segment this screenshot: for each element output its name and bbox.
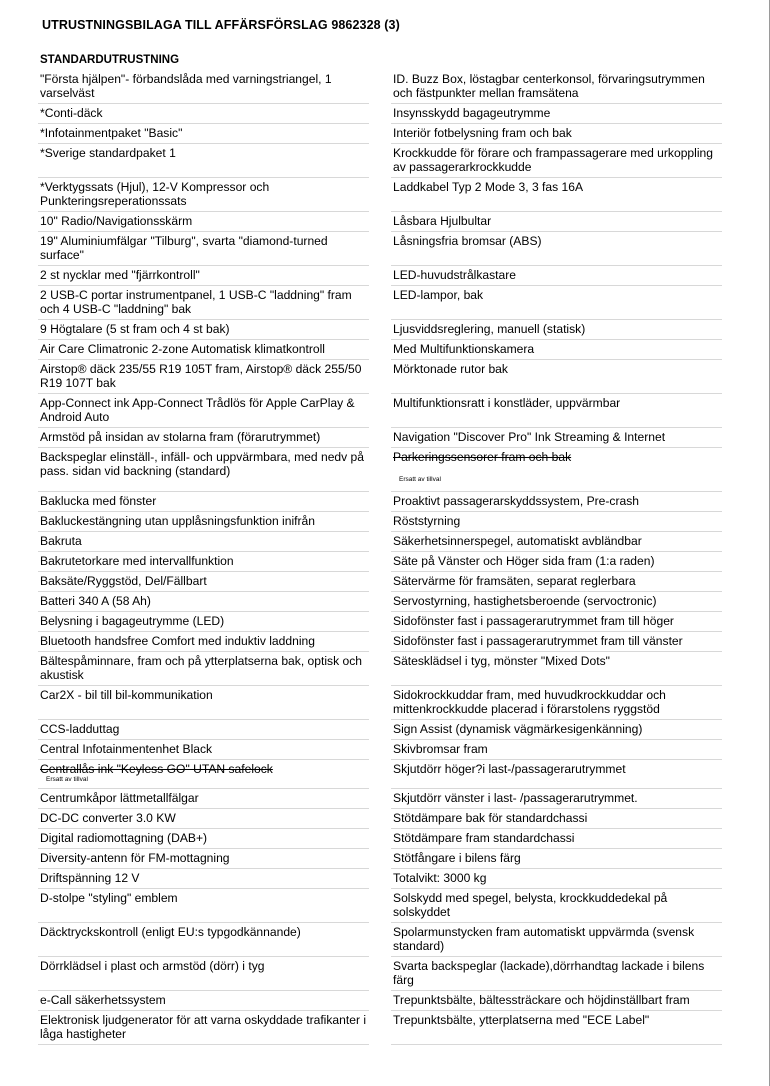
equipment-text: Digital radiomottagning (DAB+) <box>40 831 208 845</box>
equipment-text: Låsbara Hjulbultar <box>393 214 492 228</box>
equipment-row <box>391 552 722 572</box>
equipment-text: "Första hjälpen"- förbandslåda med varningstriangel, 1 varselväst <box>40 72 332 100</box>
equipment-row <box>391 612 722 632</box>
equipment-row <box>38 923 369 957</box>
equipment-row <box>38 428 369 448</box>
equipment-row <box>38 957 369 991</box>
equipment-text: Låsningsfria bromsar (ABS) <box>393 234 542 248</box>
equipment-text: *Infotainmentpaket "Basic" <box>40 126 183 140</box>
equipment-row <box>391 320 722 340</box>
equipment-text: Sätesklädsel i tyg, mönster "Mixed Dots" <box>393 654 610 668</box>
equipment-row <box>391 789 722 809</box>
equipment-text: Säte på Vänster och Höger sida fram (1:a raden) <box>393 554 655 568</box>
equipment-row <box>38 612 369 632</box>
equipment-row <box>391 686 722 720</box>
equipment-row <box>38 740 369 760</box>
equipment-text: *Conti-däck <box>40 106 103 120</box>
equipment-row <box>391 849 722 869</box>
equipment-row <box>391 394 722 428</box>
equipment-row <box>391 492 722 512</box>
equipment-text: 2 USB-C portar instrumentpanel, 1 USB-C "laddning" fram och 4 USB-C "laddning" bak <box>40 288 352 316</box>
equipment-row <box>38 124 369 144</box>
equipment-text: Car2X - bil till bil-kommunikation <box>40 688 213 702</box>
equipment-text: Laddkabel Typ 2 Mode 3, 3 fas 16A <box>393 180 584 194</box>
equipment-text: Interiör fotbelysning fram och bak <box>393 126 572 140</box>
equipment-text: Bakluckestängning utan upplåsningsfunktion inifrån <box>40 514 315 528</box>
equipment-row <box>38 360 369 394</box>
equipment-row <box>38 991 369 1011</box>
equipment-text: e-Call säkerhetssystem <box>40 993 166 1007</box>
equipment-text: Säkerhetsinnerspegel, automatiskt avbländbar <box>393 534 642 548</box>
equipment-text: Backspeglar elinställ-, infäll- och uppvärmbara, med nedv på pass. sidan vid backning (standard) <box>40 450 365 478</box>
equipment-text: Däcktryckskontroll (enligt EU:s typgodkännande) <box>40 925 301 939</box>
equipment-text: Proaktivt passagerarskyddssystem, Pre-crash <box>393 494 639 508</box>
equipment-text: Spolarmunstycken fram automatiskt uppvärmda (svensk standard) <box>393 925 695 953</box>
equipment-text: Sätervärme för framsäten, separat reglerbara <box>393 574 636 588</box>
equipment-row <box>38 178 369 212</box>
equipment-row <box>38 232 369 266</box>
equipment-text: ID. Buzz Box, löstagbar centerkonsol, förvaringsutrymmen och fästpunkter mellan framsätena <box>393 72 705 100</box>
equipment-text: App-Connect ink App-Connect Trådlös för Apple CarPlay & Android Auto <box>40 396 355 424</box>
equipment-row <box>391 428 722 448</box>
equipment-row <box>391 266 722 286</box>
equipment-row <box>391 532 722 552</box>
equipment-row <box>391 720 722 740</box>
equipment-row <box>391 889 722 923</box>
replaced-note: Ersatt av tillval <box>399 476 441 483</box>
equipment-text: Stötdämpare fram standardchassi <box>393 831 575 845</box>
equipment-text: Totalvikt: 3000 kg <box>393 871 487 885</box>
equipment-row <box>38 492 369 512</box>
equipment-text: Belysning i bagageutrymme (LED) <box>40 614 225 628</box>
equipment-text: Trepunktsbälte, ytterplatserna med "ECE Label" <box>393 1013 650 1027</box>
equipment-row <box>38 212 369 232</box>
equipment-row <box>391 740 722 760</box>
equipment-text: Skjutdörr höger?i last-/passagerarutrymmet <box>393 762 626 776</box>
equipment-text: Parkeringssensorer fram och bak <box>393 450 572 464</box>
equipment-text: Sidofönster fast i passagerarutrymmet fram till höger <box>393 614 674 628</box>
equipment-row <box>391 144 722 178</box>
equipment-text: Sidofönster fast i passagerarutrymmet fram till vänster <box>393 634 683 648</box>
equipment-text: 2 st nycklar med "fjärrkontroll" <box>40 268 200 282</box>
equipment-text: Armstöd på insidan av stolarna fram (förarutrymmet) <box>40 430 321 444</box>
equipment-text: Stötdämpare bak för standardchassi <box>393 811 588 825</box>
left-column <box>38 70 369 1045</box>
equipment-row <box>391 232 722 266</box>
equipment-text: Trepunktsbälte, bältessträckare och höjdinställbart fram <box>393 993 690 1007</box>
equipment-row <box>38 448 369 492</box>
equipment-row <box>391 124 722 144</box>
equipment-text: Stötfångare i bilens färg <box>393 851 521 865</box>
equipment-text: DC-DC converter 3.0 KW <box>40 811 176 825</box>
equipment-text: CCS-ladduttag <box>40 722 120 736</box>
equipment-text: Skivbromsar fram <box>393 742 488 756</box>
equipment-text: 9 Högtalare (5 st fram och 4 st bak) <box>40 322 230 336</box>
equipment-text: 10" Radio/Navigationsskärm <box>40 214 193 228</box>
equipment-row <box>38 789 369 809</box>
equipment-row <box>391 286 722 320</box>
equipment-row <box>38 320 369 340</box>
equipment-row <box>38 829 369 849</box>
equipment-text: Elektronisk ljudgenerator för att varna oskyddade trafikanter i låga hastigheter <box>40 1013 367 1041</box>
equipment-row <box>391 70 722 104</box>
equipment-text: Central Infotainmentenhet Black <box>40 742 213 756</box>
equipment-text: Ljusviddsreglering, manuell (statisk) <box>393 322 586 336</box>
equipment-row <box>38 889 369 923</box>
equipment-text: Krockkudde för förare och frampassagerare med urkoppling av passagerarkrockkudde <box>393 146 713 174</box>
equipment-row <box>391 340 722 360</box>
equipment-row <box>38 532 369 552</box>
equipment-row <box>391 760 722 789</box>
equipment-row <box>38 760 369 789</box>
equipment-row <box>391 212 722 232</box>
equipment-row <box>391 829 722 849</box>
equipment-text: Baklucka med fönster <box>40 494 157 508</box>
equipment-row <box>391 809 722 829</box>
equipment-text: Centrumkåpor lättmetallfälgar <box>40 791 199 805</box>
replaced-note: Ersatt av tillval <box>46 776 88 783</box>
equipment-text: Solskydd med spegel, belysta, krockkuddedekal på solskyddet <box>393 891 668 919</box>
equipment-text: LED-lampor, bak <box>393 288 484 302</box>
equipment-row <box>391 104 722 124</box>
equipment-row <box>391 632 722 652</box>
equipment-text: Servostyrning, hastighetsberoende (servoctronic) <box>393 594 657 608</box>
equipment-row <box>391 178 722 212</box>
equipment-text: Baksäte/Ryggstöd, Del/Fällbart <box>40 574 207 588</box>
equipment-row <box>38 552 369 572</box>
equipment-text: Insynsskydd bagageutrymme <box>393 106 551 120</box>
equipment-row <box>391 652 722 686</box>
equipment-row <box>38 144 369 178</box>
equipment-row <box>38 632 369 652</box>
equipment-text: Med Multifunktionskamera <box>393 342 535 356</box>
equipment-row <box>38 394 369 428</box>
equipment-row <box>391 923 722 957</box>
equipment-row <box>391 869 722 889</box>
equipment-text: Airstop® däck 235/55 R19 105T fram, Airstop® däck 255/50 R19 107T bak <box>40 362 362 390</box>
equipment-text: 19" Aluminiumfälgar "Tilburg", svarta "diamond-turned surface" <box>40 234 328 262</box>
equipment-row <box>38 104 369 124</box>
equipment-text: Bluetooth handsfree Comfort med induktiv laddning <box>40 634 315 648</box>
equipment-row <box>38 720 369 740</box>
equipment-row <box>391 991 722 1011</box>
equipment-row <box>391 448 722 492</box>
equipment-row <box>38 849 369 869</box>
equipment-text: Mörktonade rutor bak <box>393 362 508 376</box>
equipment-text: Bältespåminnare, fram och på ytterplatserna bak, optisk och akustisk <box>40 654 362 682</box>
equipment-row <box>391 592 722 612</box>
equipment-row <box>38 592 369 612</box>
equipment-text: Sign Assist (dynamisk vägmärkesigenkänning) <box>393 722 643 736</box>
equipment-row <box>38 652 369 686</box>
equipment-row <box>38 512 369 532</box>
equipment-text: Centrallås ink "Keyless GO" UTAN safelock <box>40 762 273 776</box>
equipment-row <box>38 1011 369 1045</box>
equipment-text: Navigation "Discover Pro" Ink Streaming & Internet <box>393 430 666 444</box>
equipment-text: Batteri 340 A (58 Ah) <box>40 594 151 608</box>
right-column <box>391 70 722 1045</box>
equipment-text: *Verktygssats (Hjul), 12-V Kompressor och Punkteringsreperationssats <box>40 180 270 208</box>
equipment-row <box>38 70 369 104</box>
equipment-text: Bakruta <box>40 534 82 548</box>
document-title: UTRUSTNINGSBILAGA TILL AFFÄRSFÖRSLAG 9862328 (3) <box>42 18 400 32</box>
equipment-row <box>38 686 369 720</box>
section-heading: STANDARDUTRUSTNING <box>40 54 180 66</box>
equipment-text: Sidokrockkuddar fram, med huvudkrockkuddar och mittenkrockkudde placerad i förarstolens ryggstöd <box>393 688 666 716</box>
equipment-text: Skjutdörr vänster i last- /passagerarutrymmet. <box>393 791 638 805</box>
equipment-text: Driftspänning 12 V <box>40 871 140 885</box>
equipment-text: LED-huvudstrålkastare <box>393 268 517 282</box>
equipment-text: Bakrutetorkare med intervallfunktion <box>40 554 234 568</box>
equipment-text: Diversity-antenn för FM-mottagning <box>40 851 230 865</box>
equipment-row <box>38 809 369 829</box>
equipment-text: Röststyrning <box>393 514 461 528</box>
equipment-text: Dörrklädsel i plast och armstöd (dörr) i tyg <box>40 959 265 973</box>
equipment-row <box>38 869 369 889</box>
equipment-row <box>38 340 369 360</box>
equipment-text: Multifunktionsratt i konstläder, uppvärmbar <box>393 396 621 410</box>
equipment-row <box>38 266 369 286</box>
equipment-row <box>391 512 722 532</box>
equipment-row <box>391 360 722 394</box>
equipment-text: Air Care Climatronic 2-zone Automatisk klimatkontroll <box>40 342 325 356</box>
equipment-text: *Sverige standardpaket 1 <box>40 146 176 160</box>
equipment-row <box>391 1011 722 1045</box>
equipment-row <box>391 572 722 592</box>
equipment-text: D-stolpe "styling" emblem <box>40 891 178 905</box>
equipment-text: Svarta backspeglar (lackade),dörrhandtag lackade i bilens färg <box>393 959 705 987</box>
equipment-row <box>38 572 369 592</box>
equipment-row <box>391 957 722 991</box>
equipment-row <box>38 286 369 320</box>
